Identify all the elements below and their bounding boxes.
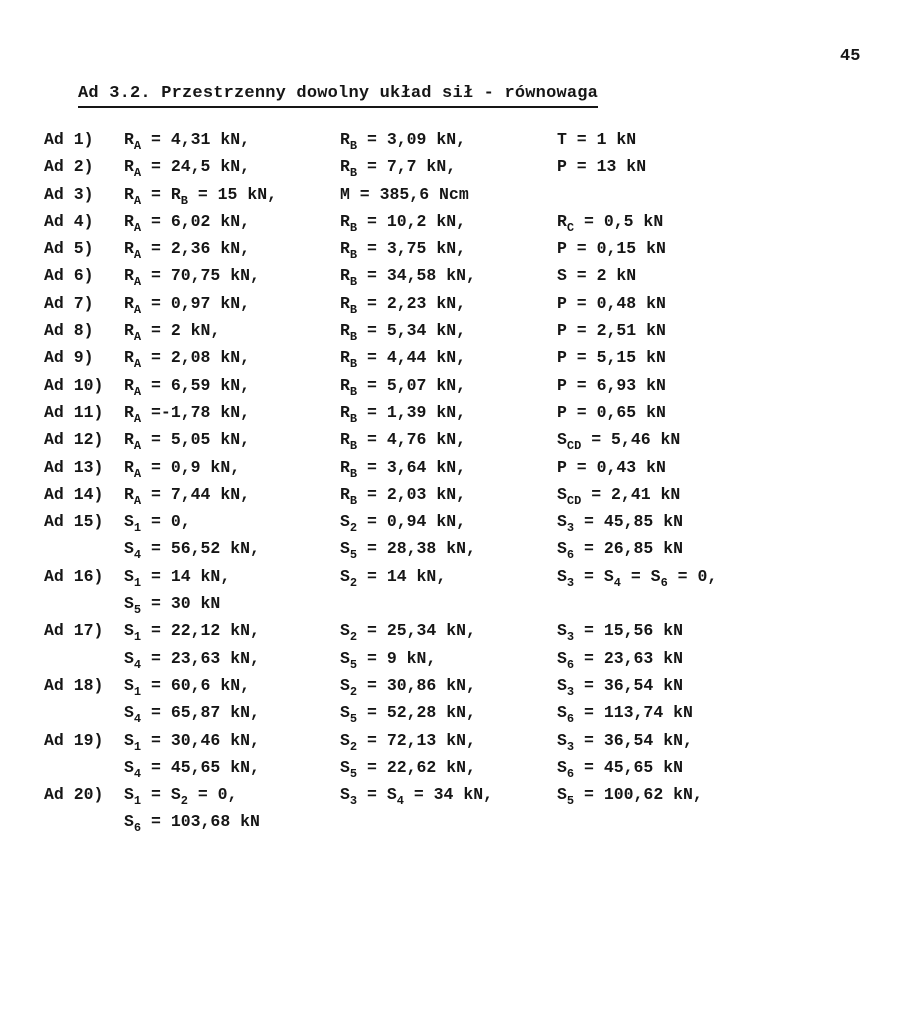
answer-value-col1: $S_4 = 45,65$ kN, [124,757,260,781]
answer-value-col1: $S_6 = 103,68$ kN [124,812,260,836]
answer-row [44,785,864,812]
answer-value-col3: $S_3 = S_4 = S_6 = 0$, [557,566,718,590]
answer-value-col2: $R_B = 3,64$ kN, [340,457,467,481]
answer-label: Ad 16) [44,566,104,586]
answer-value-col3: P = 6,93 kN [557,375,666,395]
answer-value-col2: $R_B = 2,03$ kN, [340,484,467,508]
answer-value-col1: $S_1 = 60,6$ kN, [124,675,251,699]
answer-value-col3: $R_C = 0,5$ kN [557,211,664,235]
answer-value-col1: $R_A = 24,5$ kN, [124,157,251,181]
answer-value-col3: $S_{CD} = 2,41$ kN [557,484,681,508]
answer-value-col1: $R_A = 0,9$ kN, [124,457,241,481]
answer-label: Ad 13) [44,457,104,477]
answer-value-col2: M = 385,6 Ncm [340,184,469,204]
answer-row [44,458,864,485]
answer-value-col2: $R_B = 1,39$ kN, [340,402,467,426]
answer-value-col1: $S_1 = S_2 = 0$, [124,785,238,809]
answer-label: Ad 12) [44,430,104,450]
answer-row [44,703,864,730]
answer-row [44,348,864,375]
answer-value-col3: P = 2,51 kN [557,321,666,341]
answer-row [44,294,864,321]
answers-list [44,130,864,840]
answer-value-col3: $S_3 = 36,54$ kN [557,675,684,699]
answer-value-col2: $R_B = 4,76$ kN, [340,430,467,454]
answer-value-col1: $R_A = 4,31$ kN, [124,130,251,153]
answer-value-col1: $R_A = 2$ kN, [124,321,221,345]
answer-row [44,376,864,403]
answer-value-col1: $S_5 = 30$ kN [124,594,221,618]
answer-row [44,130,864,157]
answer-row [44,212,864,239]
answer-row [44,676,864,703]
answer-value-col2: $S_5 = 28,38$ kN, [340,539,476,563]
answer-value-col3: $S_3 = 36,54$ kN, [557,730,693,754]
answer-value-col1: $S_1 = 14$ kN, [124,566,231,590]
answer-value-col2: $S_3 = S_4 = 34$ kN, [340,785,494,809]
answer-value-col1: $R_A = 6,59$ kN, [124,375,251,399]
answer-label: Ad 10) [44,375,104,395]
answer-row [44,731,864,758]
answer-row [44,758,864,785]
answer-value-col3: P = 5,15 kN [557,348,666,368]
answer-label: Ad 19) [44,730,104,750]
answer-label: Ad 15) [44,512,104,532]
answer-value-col1: $R_A = 7,44$ kN, [124,484,251,508]
answer-value-col3: $S_3 = 45,85$ kN [557,512,684,536]
answer-value-col1: $S_1 = 22,12$ kN, [124,621,260,645]
answer-value-col2: $S_2 = 0,94$ kN, [340,512,467,536]
answer-label: Ad 18) [44,675,104,695]
answer-row [44,594,864,621]
answer-label: Ad 17) [44,621,104,641]
answer-value-col1: $S_1 = 0$, [124,512,191,536]
answer-label: Ad 3) [44,184,94,204]
answer-value-col1: $R_A = 2,36$ kN, [124,239,251,263]
answer-value-col3: P = 0,48 kN [557,293,666,313]
answer-value-col3: $S_3 = 15,56$ kN [557,621,684,645]
answer-value-col3: T = 1 kN [557,130,637,149]
answer-row [44,812,864,839]
answer-row [44,512,864,539]
answer-row [44,649,864,676]
answer-value-col2: $R_B = 4,44$ kN, [340,348,467,372]
answer-label: Ad 9) [44,348,94,368]
answer-value-col3: $S_6 = 23,63$ kN [557,648,684,672]
answer-value-col2: $S_5 = 22,62$ kN, [340,757,476,781]
answer-label: Ad 6) [44,266,94,286]
answer-value-col3: $S_6 = 45,65$ kN [557,757,684,781]
answer-value-col3: S = 2 kN [557,266,637,286]
answer-value-col2: $S_2 = 25,34$ kN, [340,621,476,645]
answer-value-col3: $S_6 = 26,85$ kN [557,539,684,563]
answer-label: Ad 11) [44,402,104,422]
answer-value-col2: $R_B = 7,7$ kN, [340,157,457,181]
answer-value-col1: $R_A = 2,08$ kN, [124,348,251,372]
answer-value-col3: $S_{CD} = 5,46$ kN [557,430,681,454]
answer-row [44,157,864,184]
answer-row [44,485,864,512]
answer-value-col2: $R_B = 2,23$ kN, [340,293,467,317]
answer-label: Ad 1) [44,130,94,149]
answer-value-col3: $S_6 = 113,74$ kN [557,703,693,727]
answer-label: Ad 14) [44,484,104,504]
answer-label: Ad 7) [44,293,94,313]
answer-value-col2: $S_2 = 30,86$ kN, [340,675,476,699]
answer-value-col3: P = 0,65 kN [557,402,666,422]
answer-value-col2: $R_B = 3,09$ kN, [340,130,467,153]
answer-value-col2: $S_5 = 9$ kN, [340,648,437,672]
answer-row [44,621,864,648]
answer-row [44,239,864,266]
answer-value-col1: $R_A =-1,78$ kN, [124,402,251,426]
answer-label: Ad 8) [44,321,94,341]
answer-value-col2: $S_2 = 72,13$ kN, [340,730,476,754]
answer-value-col1: $S_1 = 30,46$ kN, [124,730,260,754]
answer-value-col1: $S_4 = 23,63$ kN, [124,648,260,672]
answer-row [44,539,864,566]
answer-value-col1: $R_A = 70,75$ kN, [124,266,260,290]
section-heading: Ad 3.2. Przestrzenny dowolny układ sił - równowaga [78,84,598,108]
answer-value-col3: $S_5 = 100,62$ kN, [557,785,703,809]
answer-row [44,430,864,457]
answer-value-col2: $R_B = 5,34$ kN, [340,321,467,345]
answer-label: Ad 5) [44,239,94,259]
answer-row [44,266,864,293]
answer-row [44,321,864,348]
answer-row [44,403,864,430]
answer-value-col2: $R_B = 10,2$ kN, [340,211,467,235]
page-number: 45 [840,47,861,66]
answer-row [44,185,864,212]
answer-label: Ad 4) [44,211,94,231]
answer-value-col2: $R_B = 34,58$ kN, [340,266,476,290]
answer-value-col2: $R_B = 5,07$ kN, [340,375,467,399]
answer-label: Ad 2) [44,157,94,177]
answer-value-col1: $R_A = 6,02$ kN, [124,211,251,235]
answer-row [44,567,864,594]
answer-value-col2: $R_B = 3,75$ kN, [340,239,467,263]
answer-value-col1: $R_A = R_B = 15$ kN, [124,184,278,208]
answer-value-col2: $S_5 = 52,28$ kN, [340,703,476,727]
answer-value-col3: P = 13 kN [557,157,647,177]
answer-value-col1: $R_A = 0,97$ kN, [124,293,251,317]
answer-value-col3: P = 0,15 kN [557,239,666,259]
answer-value-col1: $S_4 = 65,87$ kN, [124,703,260,727]
answer-value-col1: $R_A = 5,05$ kN, [124,430,251,454]
answer-value-col3: P = 0,43 kN [557,457,666,477]
answer-value-col2: $S_2 = 14$ kN, [340,566,447,590]
answer-label: Ad 20) [44,785,104,805]
answer-value-col1: $S_4 = 56,52$ kN, [124,539,260,563]
